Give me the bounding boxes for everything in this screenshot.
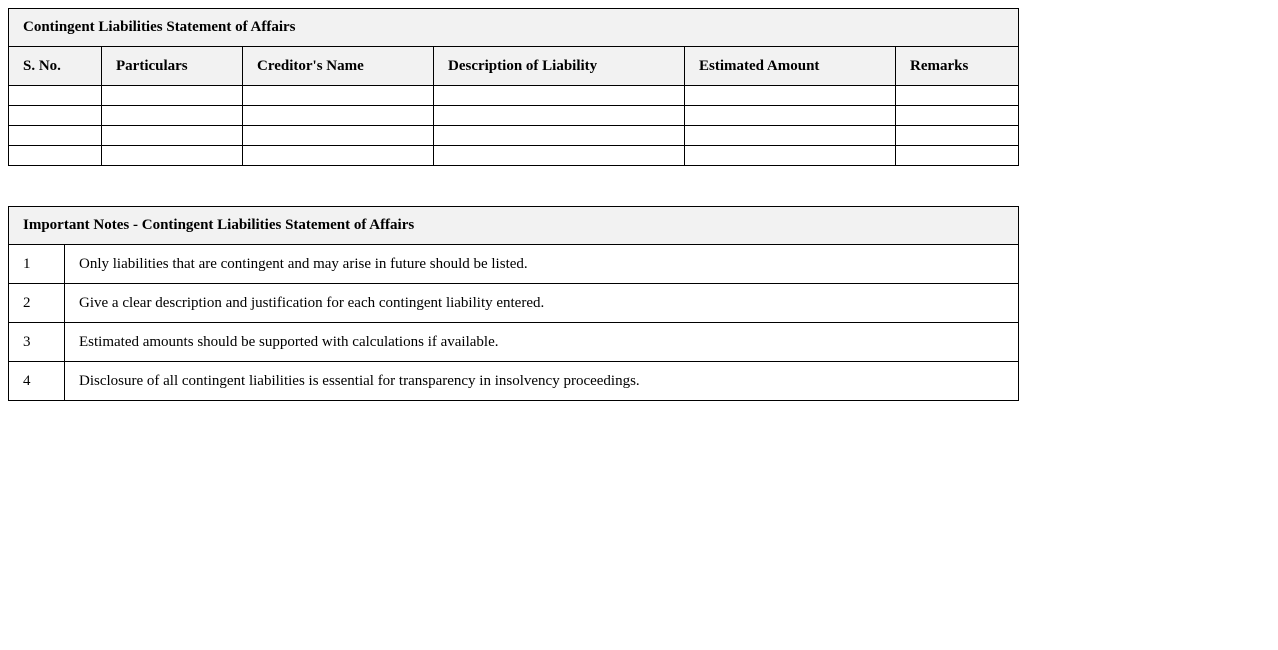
table-cell — [9, 86, 102, 106]
column-header-s-no: S. No. — [9, 47, 102, 86]
table-cell — [243, 106, 434, 126]
table-cell — [434, 106, 685, 126]
note-number: 4 — [9, 362, 65, 401]
note-text: Only liabilities that are contingent and may arise in future should be listed. — [65, 245, 1019, 284]
table-cell — [434, 86, 685, 106]
column-header-remarks: Remarks — [896, 47, 1019, 86]
table-cell — [434, 126, 685, 146]
table-cell — [896, 146, 1019, 166]
table-cell — [102, 86, 243, 106]
notes-title: Important Notes - Contingent Liabilities Statement of Affairs — [9, 207, 1019, 245]
statement-table — [8, 8, 1019, 166]
note-text: Estimated amounts should be supported with calculations if available. — [65, 323, 1019, 362]
table-cell — [9, 126, 102, 146]
column-header-description-of-liability: Description of Liability — [434, 47, 685, 86]
note-row — [9, 323, 1019, 362]
table-cell — [102, 126, 243, 146]
note-number: 1 — [9, 245, 65, 284]
table-cell — [685, 106, 896, 126]
table-row — [9, 146, 1019, 166]
table-cell — [9, 146, 102, 166]
table-cell — [896, 106, 1019, 126]
table-cell — [896, 86, 1019, 106]
table-row — [9, 86, 1019, 106]
table-cell — [243, 146, 434, 166]
document — [8, 8, 1018, 401]
table-cell — [243, 86, 434, 106]
table-row — [9, 126, 1019, 146]
table-row — [9, 106, 1019, 126]
column-header-creditors-name: Creditor's Name — [243, 47, 434, 86]
table-cell — [685, 86, 896, 106]
table-cell — [243, 126, 434, 146]
table-cell — [9, 106, 102, 126]
statement-title-row — [9, 9, 1019, 47]
table-cell — [434, 146, 685, 166]
table-cell — [896, 126, 1019, 146]
column-header-particulars: Particulars — [102, 47, 243, 86]
note-row — [9, 245, 1019, 284]
notes-table — [8, 206, 1019, 401]
statement-header-row — [9, 47, 1019, 86]
note-text: Disclosure of all contingent liabilities is essential for transparency in insolvency proceedings. — [65, 362, 1019, 401]
column-header-estimated-amount: Estimated Amount — [685, 47, 896, 86]
note-text: Give a clear description and justification for each contingent liability entered. — [65, 284, 1019, 323]
note-number: 2 — [9, 284, 65, 323]
statement-title: Contingent Liabilities Statement of Affairs — [9, 9, 1019, 47]
table-cell — [685, 146, 896, 166]
notes-title-row — [9, 207, 1019, 245]
table-cell — [685, 126, 896, 146]
note-row — [9, 284, 1019, 323]
table-cell — [102, 146, 243, 166]
table-cell — [102, 106, 243, 126]
note-number: 3 — [9, 323, 65, 362]
note-row — [9, 362, 1019, 401]
